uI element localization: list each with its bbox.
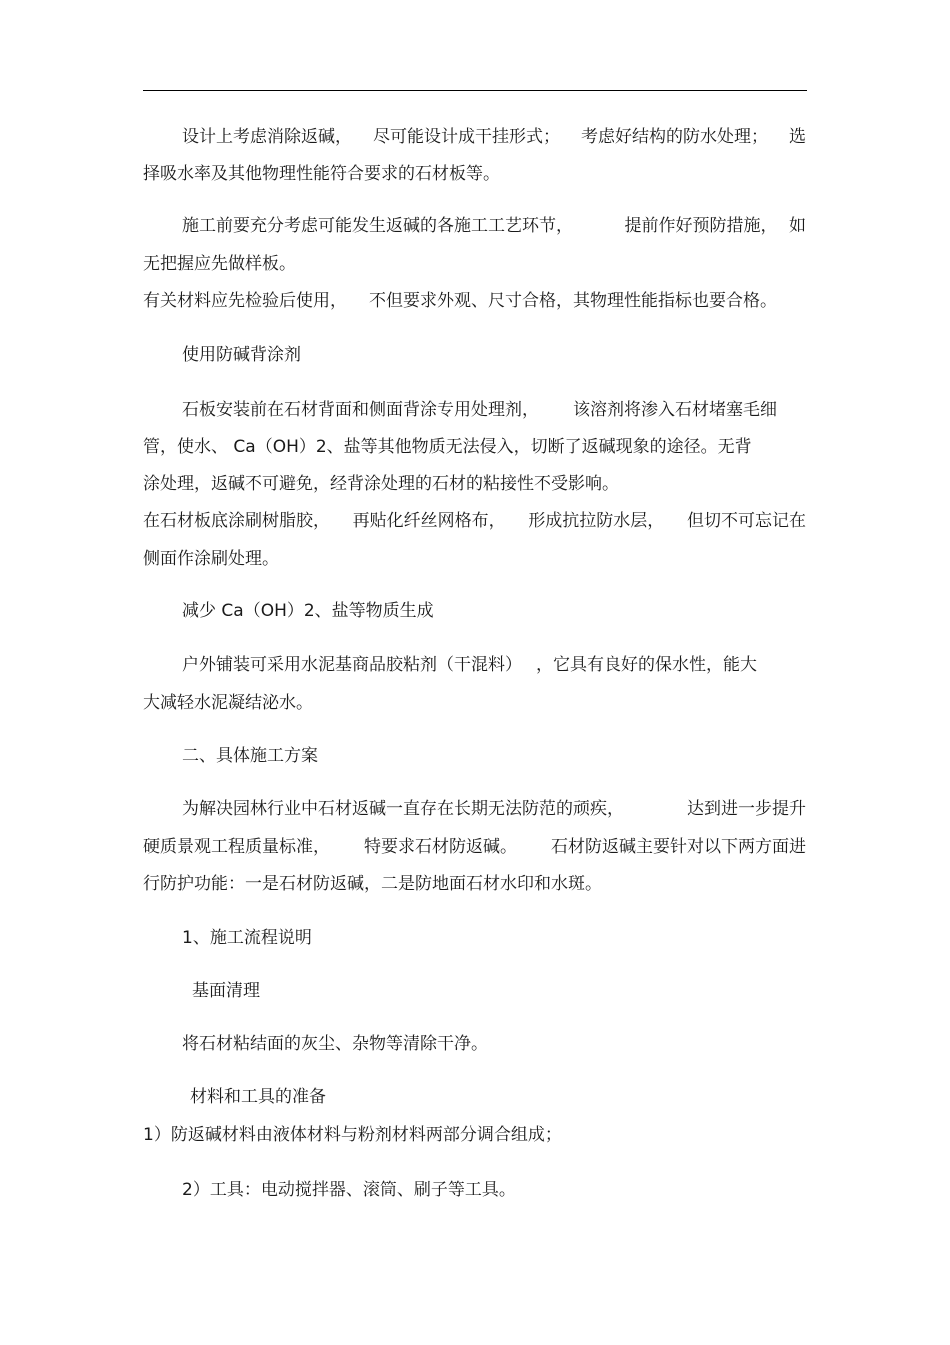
paragraph-line [143, 290, 777, 312]
section-heading: 二、具体施工方案 [182, 746, 318, 766]
paragraph-line [143, 215, 806, 237]
text-segment: 施工前要充分考虑可能发生返碱的各施工工艺环节， [182, 216, 573, 236]
paragraph-line: 侧面作涂刷处理。 [143, 549, 279, 569]
list-item: 1）防返碱材料由液体材料与粉剂材料两部分调合组成； [143, 1125, 562, 1145]
text-segment: 特要求石材防返碱。 [364, 837, 517, 857]
text-segment: 再贴化纤丝网格布， [352, 511, 506, 531]
text-segment: 为解决园林行业中石材返碱一直存在长期无法防范的顽疾， [182, 799, 624, 819]
text-segment: ，它具有良好的保水性，能大 [536, 655, 757, 675]
paragraph-line: 择吸水率及其他物理性能符合要求的石材板等。 [143, 164, 500, 184]
text-segment: 户外铺装可采用水泥基商品胶粘剂（干混料） [182, 655, 522, 675]
paragraph-line [182, 654, 757, 676]
text-segment: 设计上考虑消除返碱， [182, 127, 352, 147]
text-segment: 选 [789, 127, 806, 147]
section-heading: 使用防碱背涂剂 [182, 345, 301, 365]
text-segment: 考虑好结构的防水处理； [581, 127, 768, 147]
subsection-heading: 材料和工具的准备 [190, 1087, 326, 1107]
paragraph-line [143, 510, 806, 532]
paragraph-line: 将石材粘结面的灰尘、杂物等清除干净。 [182, 1034, 488, 1054]
text-segment: 该溶剂将渗入石材堵塞毛细 [573, 400, 777, 420]
text-segment: 有关材料应先检验后使用， [143, 291, 347, 311]
paragraph-line: 无把握应先做样板。 [143, 254, 296, 274]
section-heading: 减少 Ca（OH）2、盐等物质生成 [182, 601, 434, 621]
text-segment: 达到进一步提升 [687, 799, 806, 819]
text-segment: 但切不可忘记在 [686, 511, 806, 531]
paragraph-line [143, 126, 806, 148]
header-rule [143, 90, 807, 91]
text-segment: 在石材板底涂刷树脂胶， [143, 511, 330, 531]
text-segment: 石板安装前在石材背面和侧面背涂专用处理剂， [182, 400, 539, 420]
text-segment: 如 [789, 216, 806, 236]
paragraph-line: 管，使水、 Ca（OH）2、盐等其他物质无法侵入，切断了返碱现象的途径。无背 [143, 437, 752, 457]
section-heading: 1、施工流程说明 [182, 928, 312, 948]
text-segment: 尽可能设计成干挂形式； [373, 127, 560, 147]
subsection-heading: 基面清理 [192, 981, 260, 1001]
paragraph-line: 行防护功能：一是石材防返碱，二是防地面石材水印和水斑。 [143, 874, 602, 894]
paragraph-line: 大减轻水泥凝结泌水。 [143, 693, 313, 713]
paragraph-line [143, 836, 806, 858]
text-segment: 形成抗拉防水层， [528, 511, 665, 531]
text-segment: 不但要求外观、尺寸合格，其物理性能指标也要合格。 [369, 291, 777, 311]
paragraph-line [182, 399, 777, 421]
text-segment: 硬质景观工程质量标准， [143, 837, 330, 857]
paragraph-line: 涂处理，返碱不可避免，经背涂处理的石材的粘接性不受影响。 [143, 474, 619, 494]
list-item: 2）工具：电动搅拌器、滚筒、刷子等工具。 [182, 1180, 516, 1200]
text-segment: 石材防返碱主要针对以下两方面进 [551, 837, 806, 857]
paragraph-line [143, 798, 806, 820]
text-segment: 提前作好预防措施， [624, 216, 778, 236]
